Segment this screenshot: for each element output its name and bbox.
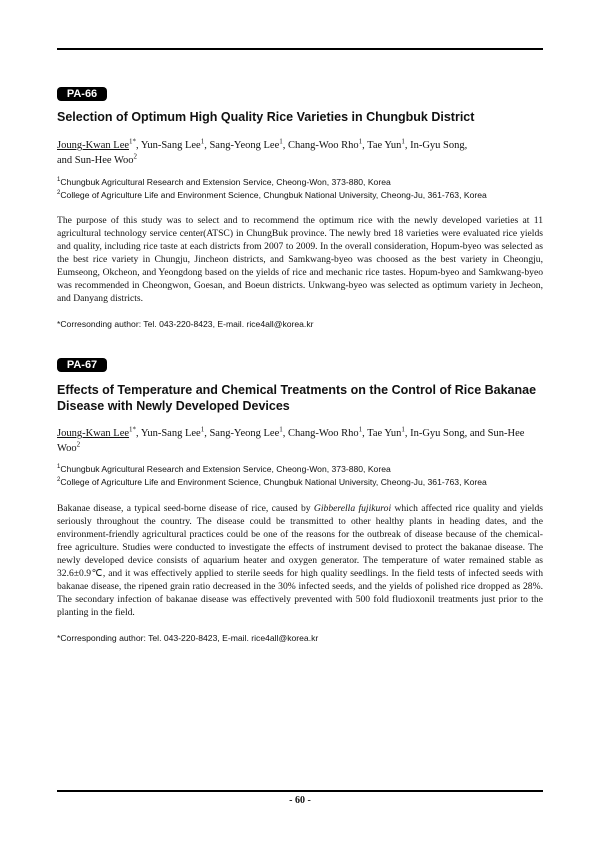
- affiliation-list: [57, 463, 557, 489]
- author-list: Joung-Kwan Lee$^{1*}$, Yun-Sang Lee$^1$, Sang-Yeong Lee$^1$, Chang-Woo Rho$^1$, Tae Yun$^1$, In-Gyu Song, and Sun-Hee Woo$^2$: [57, 425, 525, 454]
- abstract-body: The purpose of this study was to select and to recommend the optimum rice with the newly developed varieties at 11 agricultural technology service center(ATSC) in ChungBuk province. The newly bred 18 varieties were evaluated rice yields and quality, including rice taste at each districts from 2007 to 2009. In the overall consideration, Hopum-byeo was selected as the best rice variety in Chungju, Jincheon districts, and Samkwang-byeo was choosed as the best variety in Cheongju, Eumseong, Okcheon, and Yeongdong based on the yields of rice and mechanic rice tastes. Hopum-byeo and Samkwang-byeo was recommended in Cheongwon, Goesan, and Boeun districts. Unkwang-byeo was selected as optimum variety in Jecheon, and Danyang districts.: [57, 215, 543, 304]
- author-name: Joung-Kwan Lee: [57, 428, 130, 439]
- author-name: In-Gyu Song: [410, 140, 465, 151]
- organism-name: Gibberella fujikuroi: [313, 503, 392, 514]
- top-rule: [57, 48, 543, 50]
- corresponding-author: *Corresponding author: Tel. 043-220-8423, E-mail. rice4all@korea.kr: [57, 633, 319, 643]
- author-name: Yun-Sang Lee: [140, 428, 201, 439]
- abstract-id-badge: PA-66: [57, 87, 107, 101]
- abstract-title: Selection of Optimum High Quality Rice Varieties in Chungbuk District: [57, 110, 475, 124]
- author-name: Sang-Yeong Lee: [209, 140, 280, 151]
- author-name: In-Gyu Song: [410, 428, 465, 439]
- author-name: Yun-Sang Lee: [140, 140, 201, 151]
- affiliation: $^2$College of Agriculture Life and Environment Science, Chungbuk National University, Cheong-Ju, 361-763, Korea: [57, 190, 487, 200]
- author-name: Chang-Woo Rho: [288, 428, 359, 439]
- bottom-rule: [57, 790, 543, 792]
- affiliation: $^1$Chungbuk Agricultural Research and Extension Service, Cheong-Won, 373-880, Korea: [57, 177, 391, 187]
- author-name: Sun-Hee Woo: [57, 428, 525, 454]
- author-name: Joung-Kwan Lee: [57, 140, 130, 151]
- author-name: Tae Yun: [367, 428, 402, 439]
- author-name: Chang-Woo Rho: [288, 140, 359, 151]
- affiliation-list: [57, 176, 557, 202]
- abstract-body: Bakanae disease, a typical seed-borne disease of rice, caused by Gibberella fujikuroi which affected rice quality and yields seriously throughout the country. The disease could be transmitted to other healthy plants in heading dates, and the environment-friendly agricultural practices could be one of the reasons for the outbreak of disease because of the chemical-free agriculture. Studies were conducted to investigate the effects of instrument devised to protect the bakanae disease. The newly developed device consists of aquarium heater and oxygen generator. The temperature of water remained stable as 32.6±0.9℃, and it was effectively applied to sterile seeds for high quality seedlings. In the field tests of infected seeds with bakanae disease, the ripened grain ratio decreased in the 30% infected seeds, and the yields of polished rice dropped as 28%. The secondary infection of bakanae disease was effectively prevented with 500 fold fludioxonil treatments just prior to the planting in the field.: [57, 503, 543, 618]
- author-list: Joung-Kwan Lee$^{1*}$, Yun-Sang Lee$^1$, Sang-Yeong Lee$^1$, Chang-Woo Rho$^1$, Tae Yun$^1$, In-Gyu Song, and Sun-Hee Woo$^2$: [57, 137, 468, 166]
- author-name: Tae Yun: [367, 140, 402, 151]
- corresponding-author: *Corresonding author: Tel. 043-220-8423, E-mail. rice4all@korea.kr: [57, 319, 314, 329]
- abstract-title: Effects of Temperature and Chemical Treatments on the Control of Rice Bakanae Disease with Newly Developed Devices: [57, 383, 537, 413]
- author-name: Sun-Hee Woo: [74, 155, 134, 166]
- author-name: Sang-Yeong Lee: [209, 428, 280, 439]
- affiliation: $^1$Chungbuk Agricultural Research and Extension Service, Cheong-Won, 373-880, Korea: [57, 464, 391, 474]
- abstract-id-badge: PA-67: [57, 358, 107, 372]
- affiliation: $^2$College of Agriculture Life and Environment Science, Chungbuk National University, Cheong-Ju, 361-763, Korea: [57, 477, 487, 487]
- page-number: - 60 -: [289, 795, 311, 806]
